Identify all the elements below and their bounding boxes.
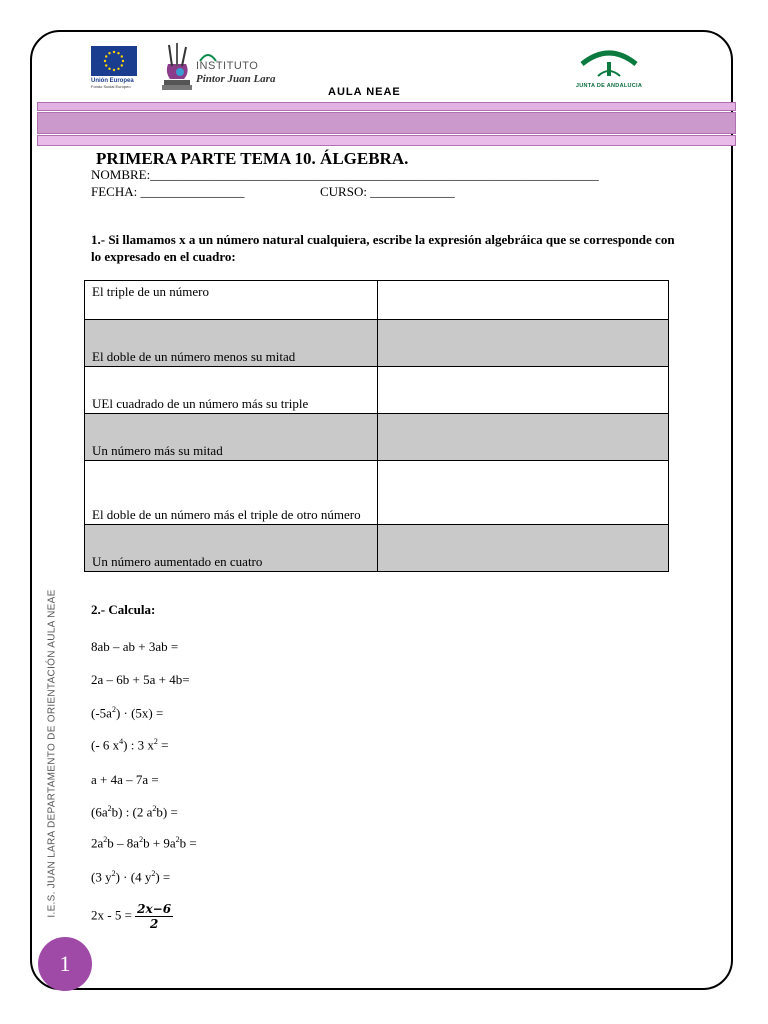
nombre-field[interactable]: NOMBRE:_____________________________________________________________________ xyxy=(91,167,599,182)
paintbrush-icon xyxy=(160,42,196,94)
expression-table xyxy=(84,280,669,572)
statement-cell: UEl cuadrado de un número más su triple xyxy=(85,367,378,414)
table-row xyxy=(85,367,669,414)
statement-cell: El triple de un número xyxy=(85,281,378,320)
exercise-9: 2x - 5 = $\frac{2x-6}{2}$ xyxy=(91,902,172,931)
table-row xyxy=(85,525,669,572)
exercise-4: (- 6 $x^4$) : 3 $x^2$ = xyxy=(91,737,169,753)
answer-cell[interactable] xyxy=(378,320,669,367)
exercise-2: 2a – 6b + 5a + 4b= xyxy=(91,672,190,687)
eu-logo xyxy=(91,46,139,92)
institute-logo xyxy=(160,42,285,97)
exercise-7: $2a^2b - 8a^2b + 9a^2b$ = xyxy=(91,835,197,851)
answer-cell[interactable] xyxy=(378,281,669,320)
institute-logo-text-1: INSTITUTO xyxy=(196,60,259,72)
exercise-6: $(6a^2b)$ : (2 $a^2b$) = xyxy=(91,804,178,820)
junta-logo xyxy=(574,46,644,92)
fraction: $\frac{2x-6}{2}$ xyxy=(137,902,172,931)
eu-logo-subtext: Fondo Social Europeo xyxy=(91,84,131,89)
table-row xyxy=(85,281,669,320)
table-row xyxy=(85,414,669,461)
header-band-bottom xyxy=(37,135,736,146)
question-2-heading: 2.- Calcula: xyxy=(91,602,156,617)
header-band-middle xyxy=(37,112,736,134)
answer-cell[interactable] xyxy=(378,367,669,414)
exercise-5: a + 4a – 7a = xyxy=(91,772,159,787)
curso-field[interactable]: CURSO: _____________ xyxy=(320,184,455,199)
institute-logo-text-2: Pintor Juan Lara xyxy=(196,73,276,85)
worksheet-title: PRIMERA PARTE TEMA 10. ÁLGEBRA. xyxy=(96,149,409,168)
eu-flag-icon xyxy=(91,46,137,76)
junta-logo-text: JUNTA DE ANDALUCIA xyxy=(575,83,643,89)
exercise-8: (3 $y^2) \cdot (4$ $y^2$) = xyxy=(91,869,171,885)
table-row xyxy=(85,461,669,525)
question-1-text: 1.- Si llamamos x a un número natural cualquiera, escribe la expresión algebráica que se corresponde con lo expresado en el cuadro: xyxy=(91,232,675,264)
table-row xyxy=(85,320,669,367)
header-band-top xyxy=(37,102,736,111)
statement-cell: Un número más su mitad xyxy=(85,414,378,461)
aula-neae-label: AULA NEAE xyxy=(328,86,401,98)
side-vertical-text: I.E.S. JUAN LARA DEPARTAMENTO DE ORIENTACIÓN AULA NEAE xyxy=(46,589,58,918)
answer-cell[interactable] xyxy=(378,525,669,572)
fecha-field[interactable]: FECHA: ________________ xyxy=(91,184,245,199)
statement-cell: El doble de un número más el triple de otro número xyxy=(85,461,378,525)
exercise-3: $(-5a^2) \cdot (5x)$ = xyxy=(91,705,164,721)
answer-cell[interactable] xyxy=(378,461,669,525)
exercise-1: 8ab – ab + 3ab = xyxy=(91,639,179,654)
statement-cell: Un número aumentado en cuatro xyxy=(85,525,378,572)
statement-cell: El doble de un número menos su mitad xyxy=(85,320,378,367)
junta-andalucia-icon xyxy=(576,46,642,78)
page-number: 1 xyxy=(38,937,92,991)
answer-cell[interactable] xyxy=(378,414,669,461)
eu-logo-text: Unión Europea xyxy=(91,78,134,84)
